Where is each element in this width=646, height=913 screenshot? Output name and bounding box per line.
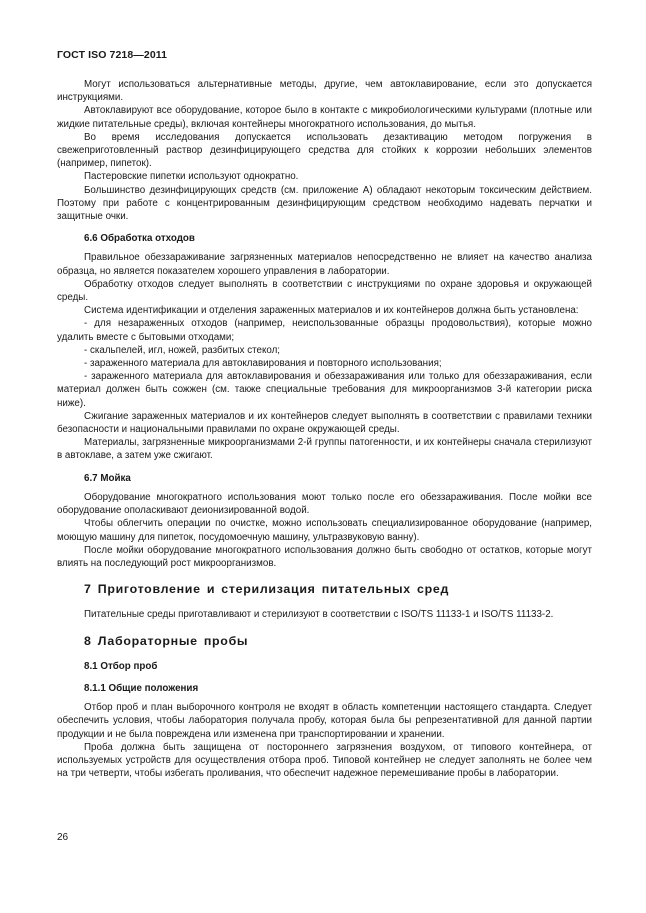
paragraph: Автоклавируют все оборудование, которое было в контакте с микробиологическими культурами (плотные или жидкие питательные среды), включая контейнеры многократного использования, до мытья.	[57, 105, 592, 130]
document-header: ГОСТ ISO 7218—2011	[57, 49, 168, 61]
paragraph: Во время исследования допускается использовать дезактивацию методом погружения в свежеприготовленный раствор дезинфицирующего средства для стойких к коррозии небольших элементов (например, пипеток).	[57, 131, 592, 170]
list-item: - зараженного материала для автоклавирования и повторного использования;	[84, 358, 442, 370]
paragraph: Правильное обеззараживание загрязненных материалов непосредственно не влияет на качество анализа образца, но является показателем хорошего управления в лаборатории.	[57, 252, 592, 277]
paragraph: Сжигание зараженных материалов и их контейнеров следует выполнять в соответствии с правилами техники безопасности и национальными правилами по охране окружающей среды.	[57, 410, 592, 436]
list-item: - для незараженных отходов (например, неиспользованные образцы продовольствия), которые можно удалить вместе с бытовыми отходами;	[57, 318, 592, 343]
section-heading-8-1: 8.1 Отбор проб	[84, 660, 158, 672]
paragraph: После мойки оборудование многократного использования должно быть свободно от остатков, которые могут влиять на последующий рост микроорганизмов.	[57, 544, 592, 569]
list-item: - зараженного материала для автоклавирования и обеззараживания или только для обеззараживания, если материал должен быть сожжен (см. также специальные требования для микроорганизмов 3-й категории риска ниже).	[57, 371, 592, 409]
paragraph: Система идентификации и отделения зараженных материалов и их контейнеров должна быть установлена:	[84, 305, 579, 317]
list-item: - скальпелей, игл, ножей, разбитых стекол;	[84, 344, 281, 356]
paragraph: Проба должна быть защищена от постороннего загрязнения воздухом, от типового контейнера, от используемых устройств для осуществления отбора проб. Типовой контейнер не следует заполнять не более чем на три четверти, чтобы избегать проливания, что обеспечит надежное перемешивание пробы в лаборатории.	[57, 741, 592, 780]
section-heading-6-7: 6.7 Мойка	[84, 472, 131, 484]
section-heading-8: 8 Лабораторные пробы	[84, 633, 249, 648]
paragraph: Отбор проб и план выборочного контроля не входят в область компетенции настоящего стандарта. Следует обеспечить условия, чтобы лаборатория получала пробу, которая была бы репрезентативной для данной партии продукции и не была повреждена или изменена при транспортировании и хранении.	[57, 702, 592, 740]
paragraph: Пастеровские пипетки используют однократно.	[84, 171, 299, 183]
paragraph: Большинство дезинфицирующих средств (см. приложение А) обладают некоторым токсическим действием. Поэтому при работе с концентрированным дезинфицирующим средством необходимо надевать перчатки и защитные очки.	[57, 184, 592, 223]
document-body	[57, 78, 592, 780]
page-number: 26	[57, 832, 69, 843]
paragraph: Питательные среды приготавливают и стерилизуют в соответствии с ISO/TS 11133-1 и ISO/TS 11133-2.	[84, 609, 554, 621]
section-heading-8-1-1: 8.1.1 Общие положения	[84, 682, 199, 694]
paragraph: Могут использоваться альтернативные методы, другие, чем автоклавирование, если это допускается инструкциями.	[57, 79, 592, 104]
paragraph: Материалы, загрязненные микроорганизмами 2-й группы патогенности, и их контейнеры сначала стерилизуют в автоклаве, а затем уже сжигают.	[57, 437, 592, 462]
paragraph: Обработку отходов следует выполнять в соответствии с инструкциями по охране здоровья и окружающей среды.	[57, 278, 592, 304]
paragraph: Оборудование многократного использования моют только после его обеззараживания. После мойки все оборудование ополаскивают деионизированной водой.	[57, 491, 592, 517]
section-heading-7: 7 Приготовление и стерилизация питательных сред	[84, 582, 450, 597]
paragraph: Чтобы облегчить операции по очистке, можно использовать специализированное оборудование (например, моющую машину для пипеток, посудомоечную машину, ультразвуковую ванну).	[57, 518, 592, 543]
section-heading-6-6: 6.6 Обработка отходов	[84, 233, 195, 245]
